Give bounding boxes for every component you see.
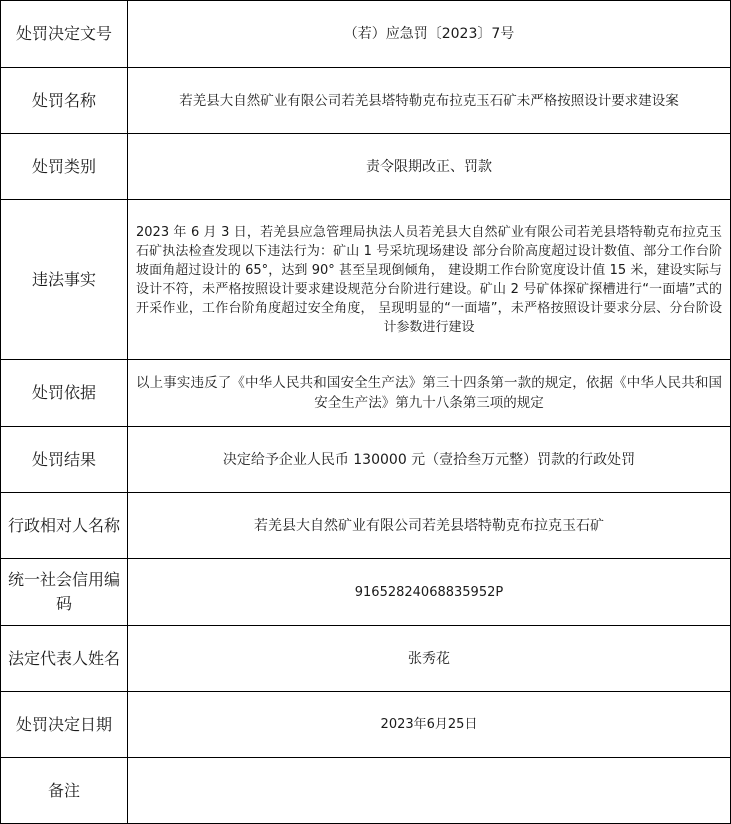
decision-no-value: （若）应急罚〔2023〕7号: [128, 1, 731, 68]
decision-no-label: 处罚决定文号: [1, 1, 128, 68]
row-case-name: [1, 68, 731, 134]
row-facts: [1, 200, 731, 360]
result-value: 决定给予企业人民币 130000 元（壹拾叁万元整）罚款的行政处罚: [128, 427, 731, 493]
decision-date-value: 2023年6月25日: [128, 692, 731, 758]
remarks-label: 备注: [1, 758, 128, 824]
facts-value: 2023 年 6 月 3 日，若羌县应急管理局执法人员若羌县大自然矿业有限公司若羌县塔特勒克布拉克玉石矿执法检查发现以下违法行为：矿山 1 号采坑现场建设 部分台阶高度超过设计数值、部分工作台阶坡面角超过设计的 65°，达到 90° 甚至呈现倒倾角， 建设期工作台阶宽度设计值 15 米，建设实际与设计不符，未严格按照设计要求建设规范分台阶进行建设。矿山 2 号矿体探矿探槽进行“一面墙”式的开采作业，工作台阶角度超过安全角度， 呈现明显的“一面墙”，未严格按照设计要求分层、分台阶设计参数进行建设: [128, 200, 731, 360]
result-label: 处罚结果: [1, 427, 128, 493]
basis-value: 以上事实违反了《中华人民共和国安全生产法》第三十四条第一款的规定，依据《中华人民共和国安全生产法》第九十八条第三项的规定: [128, 360, 731, 427]
basis-label: 处罚依据: [1, 360, 128, 427]
credit-code-value: 91652824068835952P: [128, 559, 731, 626]
party-label: 行政相对人名称: [1, 493, 128, 559]
decision-date-label: 处罚决定日期: [1, 692, 128, 758]
legal-rep-label: 法定代表人姓名: [1, 626, 128, 692]
remarks-value: [128, 758, 731, 824]
row-legal-rep: [1, 626, 731, 692]
row-result: [1, 427, 731, 493]
case-name-value: 若羌县大自然矿业有限公司若羌县塔特勒克布拉克玉石矿未严格按照设计要求建设案: [128, 68, 731, 134]
row-decision-date: [1, 692, 731, 758]
row-party: [1, 493, 731, 559]
row-basis: [1, 360, 731, 427]
row-remarks: [1, 758, 731, 824]
category-label: 处罚类别: [1, 134, 128, 200]
credit-code-label: 统一社会信用编码: [1, 559, 128, 626]
facts-label: 违法事实: [1, 200, 128, 360]
row-decision-no: [1, 1, 731, 68]
row-credit-code: [1, 559, 731, 626]
legal-rep-value: 张秀花: [128, 626, 731, 692]
party-value: 若羌县大自然矿业有限公司若羌县塔特勒克布拉克玉石矿: [128, 493, 731, 559]
case-name-label: 处罚名称: [1, 68, 128, 134]
category-value: 责令限期改正、罚款: [128, 134, 731, 200]
row-category: [1, 134, 731, 200]
